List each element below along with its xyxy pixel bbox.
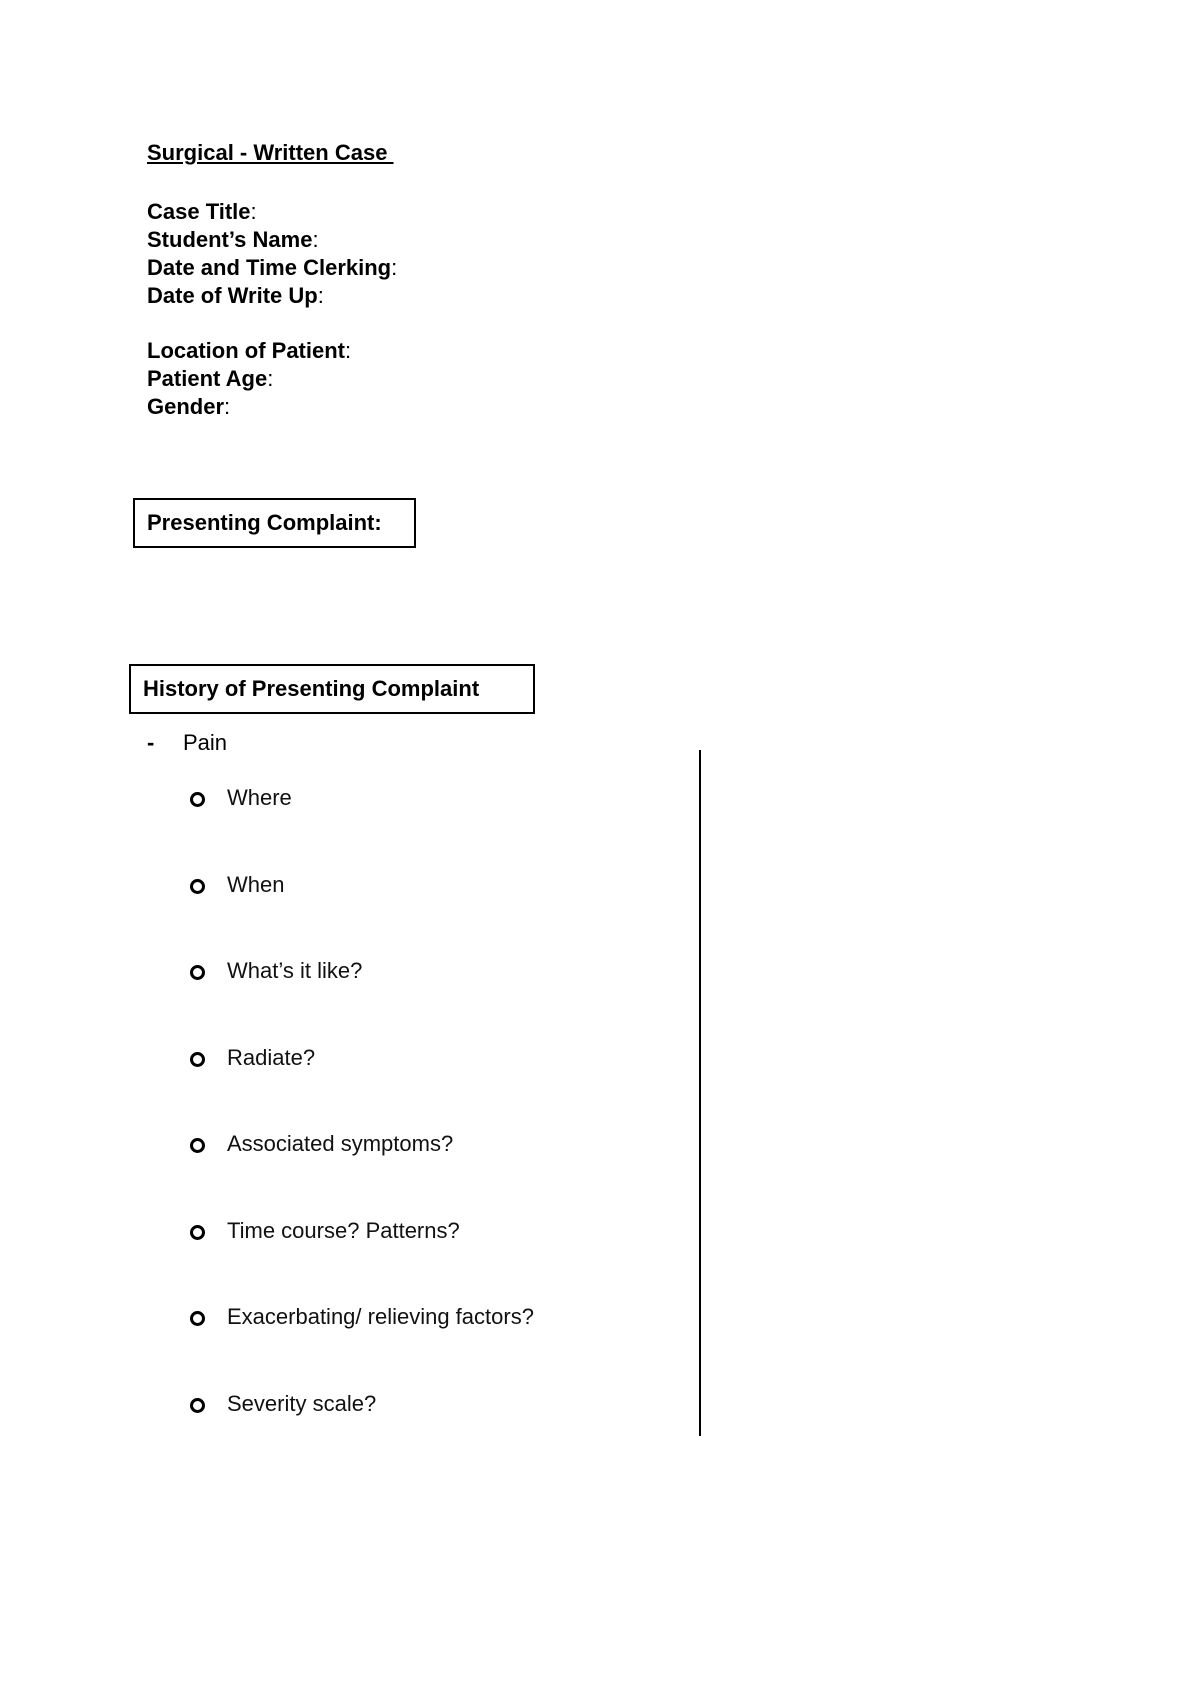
field-label: Patient Age <box>147 366 268 391</box>
list-item-text: What’s it like? <box>227 958 363 983</box>
hpc-item-pain <box>147 730 227 756</box>
list-item-text: When <box>227 871 285 897</box>
circle-bullet-icon <box>190 1225 205 1240</box>
field-separator: : <box>267 366 274 391</box>
list-item <box>190 784 534 871</box>
hpc-heading <box>129 664 535 714</box>
list-item <box>190 1044 534 1131</box>
presenting-complaint-heading <box>133 498 416 548</box>
list-item-text: Associated symptoms? <box>227 1131 454 1156</box>
presenting-complaint-heading-text: Presenting Complaint: <box>147 510 382 535</box>
circle-bullet-icon <box>190 965 205 980</box>
list-item <box>190 1217 534 1304</box>
field-separator: : <box>391 255 398 280</box>
list-item <box>190 1130 534 1217</box>
field-patient-age <box>147 365 351 393</box>
field-label: Case Title <box>147 199 251 224</box>
circle-bullet-icon <box>190 1052 205 1067</box>
field-date-write-up <box>147 282 397 310</box>
field-separator: : <box>250 199 257 224</box>
circle-bullet-icon <box>190 879 205 894</box>
dash-bullet: - <box>147 730 155 755</box>
list-item-text: Exacerbating/ relieving factors? <box>227 1304 534 1329</box>
field-separator: : <box>345 338 352 363</box>
document-title: Surgical - Written Case <box>147 140 394 165</box>
circle-bullet-icon <box>190 1138 205 1153</box>
circle-bullet-icon <box>190 1398 205 1413</box>
patient-fields <box>147 337 351 421</box>
list-item-text: Severity scale? <box>227 1390 377 1416</box>
field-case-title <box>147 198 397 226</box>
field-label: Student’s Name <box>147 227 313 252</box>
field-label: Location of Patient <box>147 338 345 363</box>
field-separator: : <box>317 283 324 308</box>
field-label: Date of Write Up <box>147 283 318 308</box>
list-item <box>190 1303 534 1390</box>
circle-bullet-icon <box>190 792 205 807</box>
list-item-text: Radiate? <box>227 1044 316 1070</box>
field-date-time-clerking <box>147 254 397 282</box>
list-item-text: Time course? Patterns? <box>227 1217 460 1243</box>
case-header-fields <box>147 198 397 310</box>
list-item <box>190 1390 534 1477</box>
field-separator: : <box>224 394 231 419</box>
column-divider-line <box>699 750 701 1436</box>
pain-subitems-list <box>190 784 534 1476</box>
hpc-item-label: Pain <box>183 730 228 755</box>
field-label: Gender <box>147 394 225 419</box>
field-separator: : <box>312 227 319 252</box>
field-student-name <box>147 226 397 254</box>
field-location-of-patient <box>147 337 351 365</box>
hpc-heading-text: History of Presenting Complaint <box>143 676 480 701</box>
list-item <box>190 957 534 1044</box>
list-item-text: Where <box>227 785 292 810</box>
field-gender <box>147 393 351 421</box>
list-item <box>190 871 534 958</box>
circle-bullet-icon <box>190 1311 205 1326</box>
field-label: Date and Time Clerking <box>147 255 392 280</box>
